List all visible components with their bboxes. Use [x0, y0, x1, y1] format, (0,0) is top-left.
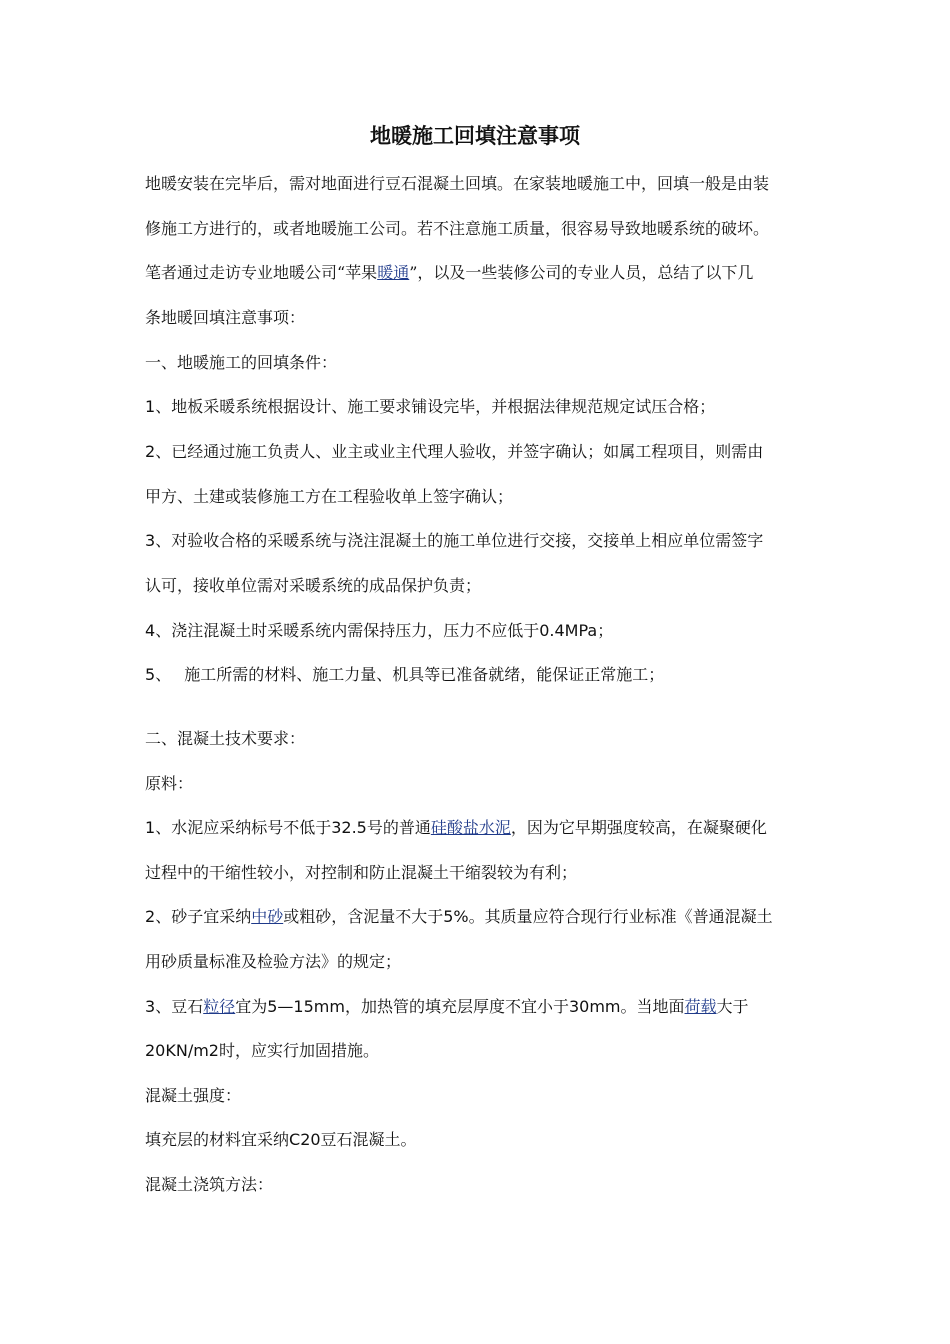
- item-number: 1: [145, 397, 156, 416]
- link-load[interactable]: 荷载: [684, 997, 717, 1016]
- item-text: 、对验收合格的采暖系统与浇注混凝土的施工单位进行交接，交接单上相应单位需签字: [155, 531, 764, 550]
- material-2-line-2: 用砂质量标准及检验方法》的规定；: [145, 952, 402, 971]
- text-segment: 填充层的材料宜采纳: [145, 1130, 290, 1149]
- text-segment: 或粗砂，含泥量不大于: [283, 907, 444, 926]
- item-text: 、浇注混凝土时采暖系统内需保持压力，压力不应低于: [155, 621, 540, 640]
- text-segment: 。当地面: [620, 997, 685, 1016]
- text-segment: 宜为: [235, 997, 268, 1016]
- text-segment: 、水泥应采纳标号不低于: [155, 818, 332, 837]
- intro-line-4: 条地暖回填注意事项：: [145, 308, 306, 327]
- item-number: 1: [145, 818, 156, 837]
- section1-heading: 一、地暖施工的回填条件：: [145, 353, 338, 372]
- item-number: 3: [145, 531, 156, 550]
- cement-grade-value: 32.5: [331, 818, 367, 837]
- section1-item-2-line-2: 甲方、土建或装修施工方在工程验收单上签字确认；: [145, 487, 514, 506]
- text-segment: ，加热管的填充层厚度不宜小于: [344, 997, 569, 1016]
- link-particle-size[interactable]: 粒径: [203, 997, 236, 1016]
- text-segment: 、砂子宜采纳: [155, 907, 252, 926]
- intro-line-3-post: ”，以及一些装修公司的专业人员，总结了以下几: [409, 263, 754, 282]
- gravel-size-range: 5—15mm: [267, 997, 345, 1016]
- intro-line-2: 修施工方进行的，或者地暖施工公司。若不注意施工质量，很容易导致地暖系统的破坏。: [145, 219, 770, 238]
- strength-label: 混凝土强度：: [145, 1086, 242, 1105]
- fill-thickness-value: 30mm: [568, 997, 621, 1016]
- item-number: 5: [145, 665, 156, 684]
- intro-line-1: 地暖安装在完毕后，需对地面进行豆石混凝土回填。在家装地暖施工中，回填一般是由装: [145, 174, 770, 193]
- material-3-line-2: [145, 1035, 810, 1067]
- mud-content-value: 5%: [443, 907, 469, 926]
- item-number: 3: [145, 997, 156, 1016]
- materials-label: 原料：: [145, 774, 194, 793]
- pressure-value: 0.4MPa: [539, 621, 598, 640]
- intro-line-3-pre: 笔者通过走访专业地暖公司“苹果: [145, 263, 378, 282]
- text-segment: 、豆石: [155, 997, 204, 1016]
- load-value: 20KN/m2: [145, 1041, 219, 1060]
- item-text: 、地板采暖系统根据设计、施工要求铺设完毕，并根据法律规范规定试压合格；: [155, 397, 716, 416]
- material-1-line-1: [145, 812, 810, 844]
- item-end: ；: [597, 621, 614, 640]
- section1-item-4: [145, 615, 810, 647]
- item-text: 、 施工所需的材料、施工力量、机具等已准备就绪，能保证正常施工；: [155, 665, 665, 684]
- section1-item-1: [145, 391, 810, 423]
- text-segment: 豆石混凝土。: [320, 1130, 417, 1149]
- link-nuantong[interactable]: 暖通: [377, 263, 410, 282]
- concrete-grade: C20: [289, 1130, 321, 1149]
- text-segment: ，因为它早期强度较高，在凝聚硬化: [510, 818, 767, 837]
- text-segment: 。其质量应符合现行行业标准《普通混凝土: [468, 907, 773, 926]
- link-medium-sand[interactable]: 中砂: [251, 907, 284, 926]
- section2-heading: 二、混凝土技术要求：: [145, 729, 306, 748]
- section1-item-3-line-2: 认可，接收单位需对采暖系统的成品保护负责；: [145, 576, 482, 595]
- intro-line-3: [145, 257, 810, 289]
- material-3-line-1: [145, 991, 810, 1023]
- text-segment: 时，应实行加固措施。: [218, 1041, 379, 1060]
- item-number: 2: [145, 442, 156, 461]
- item-text: 、已经通过施工负责人、业主或业主代理人验收，并签字确认；如属工程项目，则需由: [155, 442, 764, 461]
- text-segment: 号的普通: [366, 818, 431, 837]
- pour-method-label: 混凝土浇筑方法：: [145, 1175, 274, 1194]
- link-silicate-cement[interactable]: 硅酸盐水泥: [430, 818, 511, 837]
- section1-item-3-line-1: [145, 525, 810, 557]
- item-number: 4: [145, 621, 156, 640]
- material-2-line-1: [145, 901, 810, 933]
- section1-item-2-line-1: [145, 436, 810, 468]
- strength-text: [145, 1124, 810, 1156]
- material-1-line-2: 过程中的干缩性较小，对控制和防止混凝土干缩裂较为有利；: [145, 863, 578, 882]
- section1-item-5: [145, 659, 810, 691]
- page-title: 地暖施工回填注意事项: [370, 123, 580, 148]
- item-number: 2: [145, 907, 156, 926]
- text-segment: 大于: [716, 997, 749, 1016]
